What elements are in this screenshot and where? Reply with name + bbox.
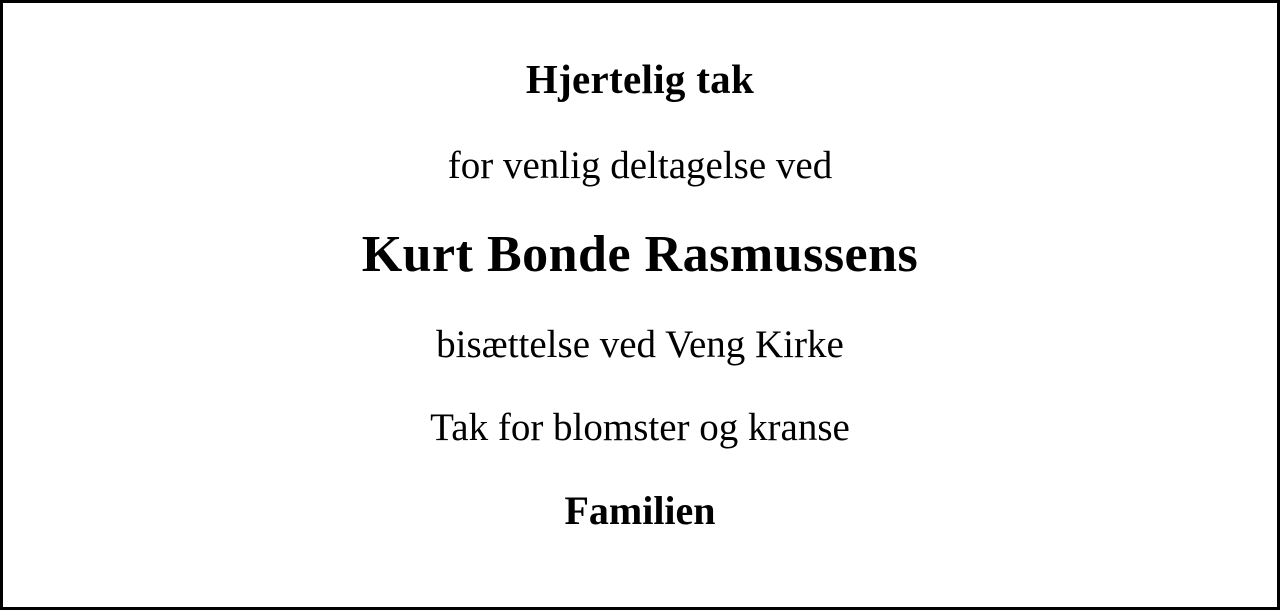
notice-heading: Hjertelig tak <box>525 56 755 102</box>
notice-flowers-line: Tak for blomster og kranse <box>430 406 850 449</box>
notice-event-line: bisættelse ved Veng Kirke <box>436 323 844 366</box>
notice-intro-line: for venlig deltagelse ved <box>447 144 833 187</box>
notice-signature: Familien <box>564 488 716 533</box>
deceased-name: Kurt Bonde Rasmussens <box>361 226 919 283</box>
